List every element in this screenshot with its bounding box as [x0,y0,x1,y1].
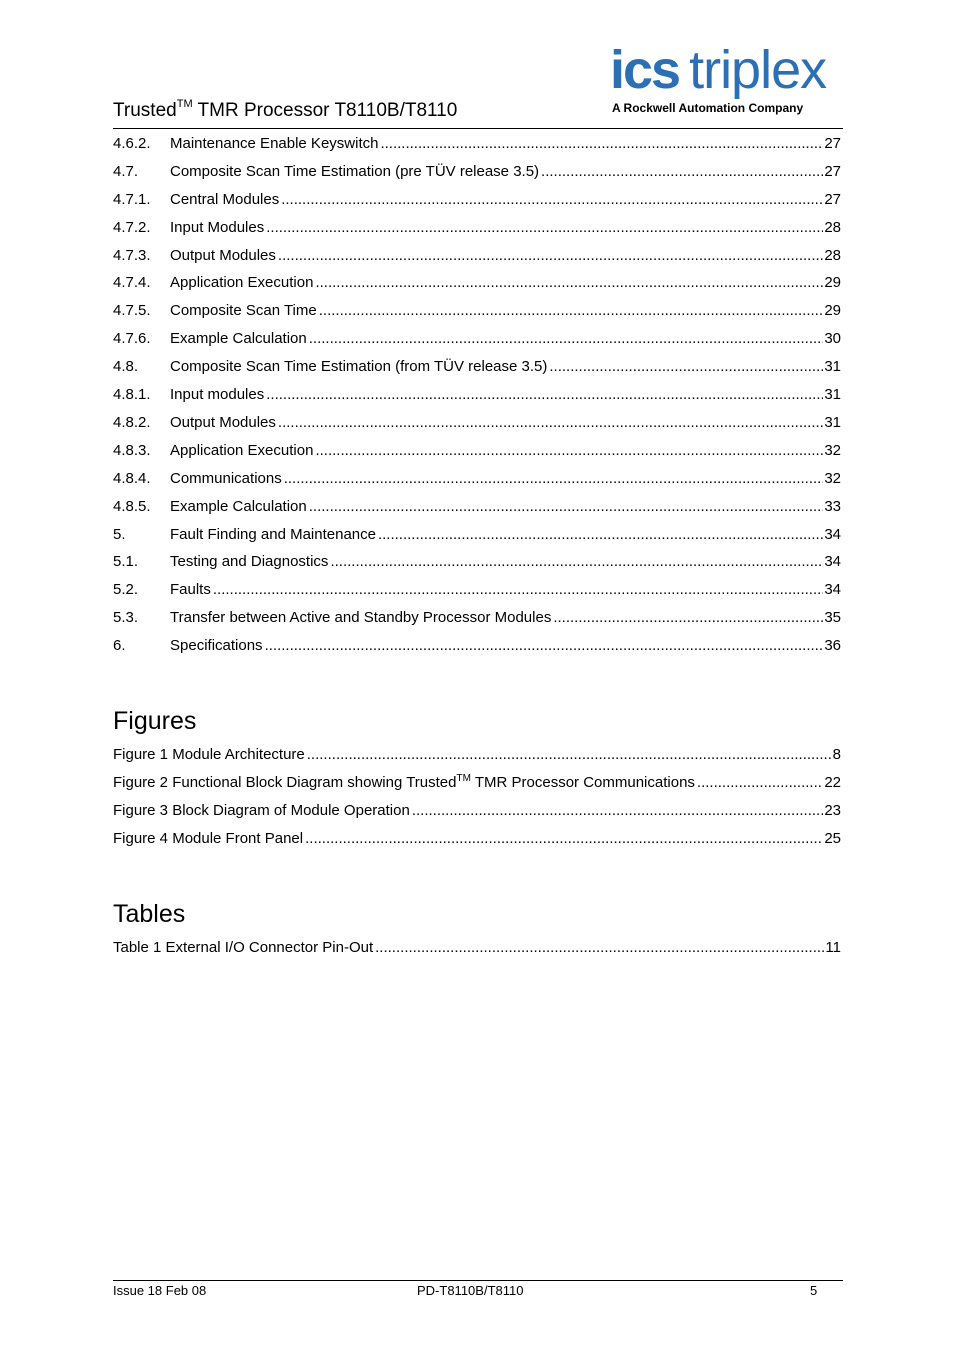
toc-title: Composite Scan Time Estimation (from TÜV release 3.5) [170,358,548,375]
toc-title: Output Modules [170,247,276,264]
toc-number: 4.8.3. [113,442,151,459]
toc-page-number: 32 [824,442,841,459]
figure-entry[interactable] [113,829,841,849]
dot-leader [375,938,824,958]
toc-title: Central Modules [170,191,280,208]
toc-page-number: 28 [824,247,841,264]
table-entry[interactable] [113,938,841,958]
toc-entry[interactable] [113,385,841,405]
toc-title: Example Calculation [170,330,307,347]
toc-title: Output Modules [170,414,276,431]
dot-leader [266,385,823,405]
figure-title: Figure 4 Module Front Panel [113,830,304,847]
toc-title: Specifications [170,637,263,654]
dot-leader [330,552,823,572]
tables-heading: Tables [113,900,186,928]
toc-entry[interactable] [113,552,841,572]
dot-leader [278,413,823,433]
toc-title: Faults [170,581,211,598]
toc-number: 5.1. [113,553,139,570]
toc-page-number: 33 [824,498,841,515]
footer-issue: Issue 18 Feb 08 [113,1283,207,1298]
toc-title: Input modules [170,386,265,403]
dot-leader [284,469,824,489]
toc-entry[interactable] [113,190,841,210]
toc-page-number: 31 [824,414,841,431]
toc-number: 4.8.4. [113,470,151,487]
toc-page-number: 29 [824,274,841,291]
figure-title: Figure 3 Block Diagram of Module Operation [113,802,410,819]
toc-page-number: 31 [824,358,841,375]
dot-leader [307,745,832,765]
toc-title: Example Calculation [170,498,307,515]
title-suffix: TMR Processor T8110B/T8110 [192,100,458,121]
toc-page-number: 27 [824,163,841,180]
toc-page-number: 27 [824,191,841,208]
logo-light-text: triplex [689,40,827,100]
toc-title: Fault Finding and Maintenance [170,526,376,543]
toc-entry[interactable] [113,134,841,154]
toc-entry[interactable] [113,273,841,293]
toc-page-number: 36 [824,637,841,654]
figure-entry[interactable] [113,801,841,821]
logo-bold-text: ics [610,40,680,100]
toc-entry[interactable] [113,497,841,517]
table-page-number: 11 [825,939,841,956]
toc-page-number: 34 [824,526,841,543]
toc-number: 4.7.5. [113,302,151,319]
toc-title: Communications [170,470,282,487]
toc-page-number: 31 [824,386,841,403]
figure-title-prefix: Figure 2 Functional Block Diagram showing Trusted [113,774,457,791]
toc-entry[interactable] [113,329,841,349]
figure-entry[interactable] [113,773,841,793]
header-rule [113,128,843,129]
logo-wordmark [610,40,826,100]
toc-number: 4.6.2. [113,135,151,152]
toc-entry[interactable] [113,357,841,377]
toc-entry[interactable] [113,525,841,545]
toc-number: 5.3. [113,609,139,626]
table-title: Table 1 External I/O Connector Pin-Out [113,939,374,956]
document-title [113,97,458,122]
dot-leader [266,218,823,238]
figure-page-number: 25 [824,830,841,847]
dot-leader [697,773,823,793]
toc-number: 6. [113,637,126,654]
toc-page-number: 28 [824,219,841,236]
toc-page-number: 34 [824,581,841,598]
figure-page-number: 23 [824,802,841,819]
figures-heading: Figures [113,707,197,735]
dot-leader [315,273,823,293]
toc-entry[interactable] [113,608,841,628]
dot-leader [305,829,823,849]
trademark-sup: TM [456,773,471,784]
toc-number: 4.8.2. [113,414,151,431]
toc-page-number: 30 [824,330,841,347]
figure-title [113,773,697,793]
toc-page-number: 27 [824,135,841,152]
footer-rule [113,1280,843,1281]
toc-page-number: 35 [824,609,841,626]
dot-leader [281,190,823,210]
footer-doc-id: PD-T8110B/T8110 [417,1283,524,1298]
figure-title: Figure 1 Module Architecture [113,746,305,763]
toc-number: 4.7. [113,163,139,180]
dot-leader [315,441,823,461]
dot-leader [412,801,824,821]
dot-leader [278,246,823,266]
toc-entry[interactable] [113,441,841,461]
toc-entry[interactable] [113,246,841,266]
dot-leader [309,497,824,517]
toc-number: 4.7.6. [113,330,151,347]
logo-tagline: A Rockwell Automation Company [612,101,804,115]
dot-leader [541,162,823,182]
toc-number: 4.8.5. [113,498,151,515]
toc-number: 4.7.1. [113,191,151,208]
toc-number: 5. [113,526,126,543]
toc-page-number: 32 [824,470,841,487]
toc-entry[interactable] [113,301,841,321]
trademark-sup: TM [176,97,193,110]
toc-page-number: 34 [824,553,841,570]
toc-title: Maintenance Enable Keyswitch [170,135,379,152]
toc-title: Application Execution [170,274,314,291]
toc-title: Transfer between Active and Standby Processor Modules [170,609,552,626]
dot-leader [265,636,824,656]
toc-title: Input Modules [170,219,265,236]
dot-leader [553,608,823,628]
toc-title: Testing and Diagnostics [170,553,329,570]
toc-number: 4.8.1. [113,386,151,403]
figure-entry[interactable] [113,745,841,765]
dot-leader [319,301,824,321]
toc-entry[interactable] [113,636,841,656]
toc-entry[interactable] [113,580,841,600]
toc-number: 4.7.2. [113,219,151,236]
toc-number: 5.2. [113,581,139,598]
figure-page-number: 22 [824,774,841,791]
toc-entry[interactable] [113,469,841,489]
toc-page-number: 29 [824,302,841,319]
toc-title: Composite Scan Time [170,302,317,319]
dot-leader [213,580,823,600]
toc-number: 4.8. [113,358,139,375]
company-logo [610,40,845,120]
toc-number: 4.7.4. [113,274,151,291]
toc-number: 4.7.3. [113,247,151,264]
dot-leader [380,134,823,154]
title-prefix: Trusted [113,100,177,121]
figure-title-suffix: TMR Processor Communications [470,774,695,791]
dot-leader [309,329,824,349]
footer-page-number: 5 [810,1283,818,1298]
toc-entry[interactable] [113,218,841,238]
toc-title: Application Execution [170,442,314,459]
toc-entry[interactable] [113,413,841,433]
dot-leader [549,357,823,377]
toc-entry[interactable] [113,162,841,182]
dot-leader [378,525,823,545]
toc-title: Composite Scan Time Estimation (pre TÜV release 3.5) [170,163,540,180]
figure-page-number: 8 [832,746,841,763]
